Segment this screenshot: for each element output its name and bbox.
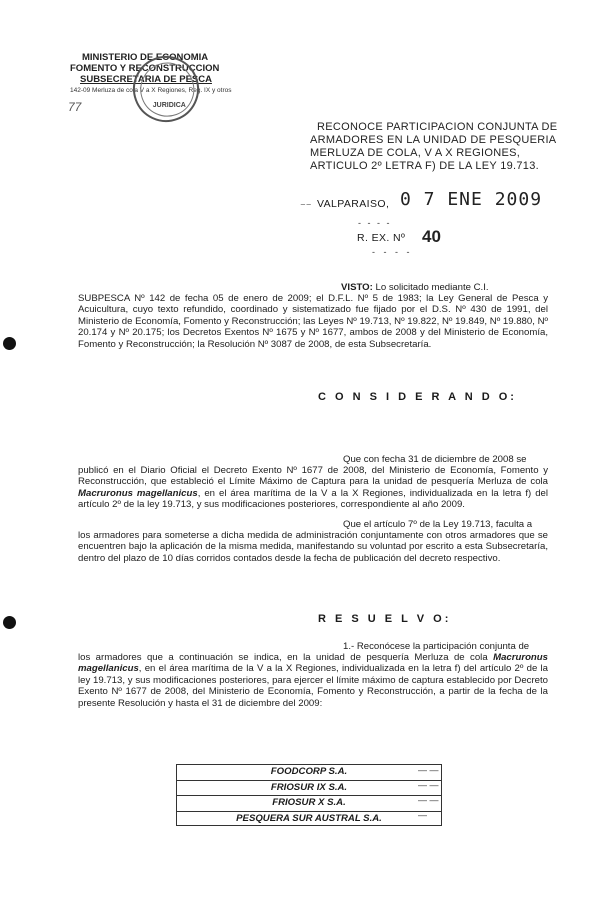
visto-paragraph: SUBPESCA Nº 142 de fecha 05 de enero de 2009; el D.F.L. Nº 5 de 1983; la Ley General de Pesca y Acuicultura, cuyo texto refundido, coordinado y sistematizado fue fijado por el D.S. Nº 430 de 1991, del Ministerio de Economía, Fomento y Reconstrucción; las Leyes Nº 19.713, Nº 19.822, Nº 19.849, Nº 19.880, Nº 20.174 y Nº 20.175; los Decretos Exentos Nº 1675 y Nº 1677, ambos de 2008 y del Ministerio de Economía, Fomento y Reconstrucción; la Resolución Nº 3087 de 2008, de esta Subsecretaría. (78, 293, 548, 350)
resolution-number: 40 (422, 227, 441, 246)
ministry-subname: FOMENTO Y RECONSTRUCCION (70, 63, 220, 74)
subsecretaria-name: SUBSECRETARIA DE PESCA (80, 74, 212, 85)
table-dash-4: — (418, 810, 427, 820)
table-row: PESQUERA SUR AUSTRAL S.A. (236, 812, 382, 824)
resuelvo-p1-text-b: , en el área marítima de la V a la X Regiones, individualizada en la letra f) del artículo 2º de la ley 19.713, y sus modificaciones posteriores, para ejercer el límite máximo de captura establecido por Decreto Exento Nº 1677 de 2008, del Ministerio de Economía, Fomento y Reconstrucción, a partir de la fecha de la presente Resolución y hasta el 31 de diciembre del 2009: (78, 663, 548, 709)
place-dash: ⁻⁻ (300, 201, 312, 213)
punch-hole-top (3, 337, 16, 350)
resuelvo-heading: R E S U E L V O: (318, 613, 452, 625)
resuelvo-p1 (78, 652, 548, 709)
visto-first-text: Lo solicitado mediante C.I. (375, 282, 489, 293)
considerando-p1 (78, 465, 548, 511)
species-name: Macruronus magellanicus (78, 487, 198, 499)
table-dash-1: — — (418, 765, 439, 775)
considerando-heading: C O N S I D E R A N D O: (318, 391, 517, 403)
title-line-1: RECONOCE PARTICIPACION CONJUNTA DE (317, 121, 558, 133)
rex-dash-bottom: - - - - (372, 247, 413, 257)
title-line-4: ARTICULO 2º LETRA F) DE LA LEY 19.713. (310, 160, 539, 172)
resolution-label: R. EX. Nº (357, 232, 406, 244)
title-line-3: MERLUZA DE COLA, V A X REGIONES, (310, 147, 521, 159)
visto-first-line (341, 282, 548, 293)
punch-hole-bottom (3, 616, 16, 629)
stamp-text: JURIDICA (152, 101, 186, 109)
table-dash-3: — — (418, 795, 439, 805)
date-stamp: 0 7 ENE 2009 (400, 189, 543, 210)
rex-dash-top: - - - - (358, 218, 392, 228)
resuelvo-p1-first: 1.- Reconócese la participación conjunta de (343, 641, 530, 652)
considerando-p2-first: Que el artículo 7º de la Ley 19.713, faculta a (343, 519, 533, 530)
table-row: FRIOSUR X S.A. (177, 796, 441, 812)
armadores-table (176, 764, 442, 826)
place-label: VALPARAISO, (317, 198, 390, 210)
file-reference: 142-09 Merluza de cola V a X Regiones, Reg. IX y otros (70, 87, 232, 94)
table-dash-2: — — (418, 780, 439, 790)
table-row: FOODCORP S.A. (177, 765, 441, 781)
resuelvo-p1-text-a: los armadores que a continuación se indica, en la unidad de pesquería Merluza de cola (78, 652, 494, 663)
considerando-p2: los armadores para someterse a dicha medida de administración conjuntamente con otros armadores que se encuentren bajo la aplicación de la misma medida, manifestando su voluntad por escrito a esta Subsecretaría, dentro del plazo de 10 días corridos contados desde la fecha de publicación del decreto respectivo. (78, 530, 548, 564)
considerando-p1-first: Que con fecha 31 de diciembre de 2008 se (343, 454, 527, 465)
handwritten-mark: 77 (68, 100, 82, 114)
considerando-p1-text-a: publicó en el Diario Oficial el Decreto Exento Nº 1677 de 2008, del Ministerio de Economía, Fomento y Reconstrucción, que estableció el Límite Máximo de Captura para la unidad de pesquería Merluza de cola (78, 465, 548, 488)
visto-label: VISTO: (341, 282, 373, 293)
species-name-2: Macruronus magellanicus (78, 652, 548, 675)
considerando-p1-text-b: , en el área marítima de la V a la X Regiones, individualizada en la letra f) del artículo 2º de la ley 19.713, y sus modificaciones posteriores, correspondiente al año 2009. (78, 487, 549, 511)
table-row: FRIOSUR IX S.A. (177, 781, 441, 797)
title-line-2: ARMADORES EN LA UNIDAD DE PESQUERIA (310, 134, 557, 146)
ministry-name: MINISTERIO DE ECONOMIA (82, 52, 209, 63)
